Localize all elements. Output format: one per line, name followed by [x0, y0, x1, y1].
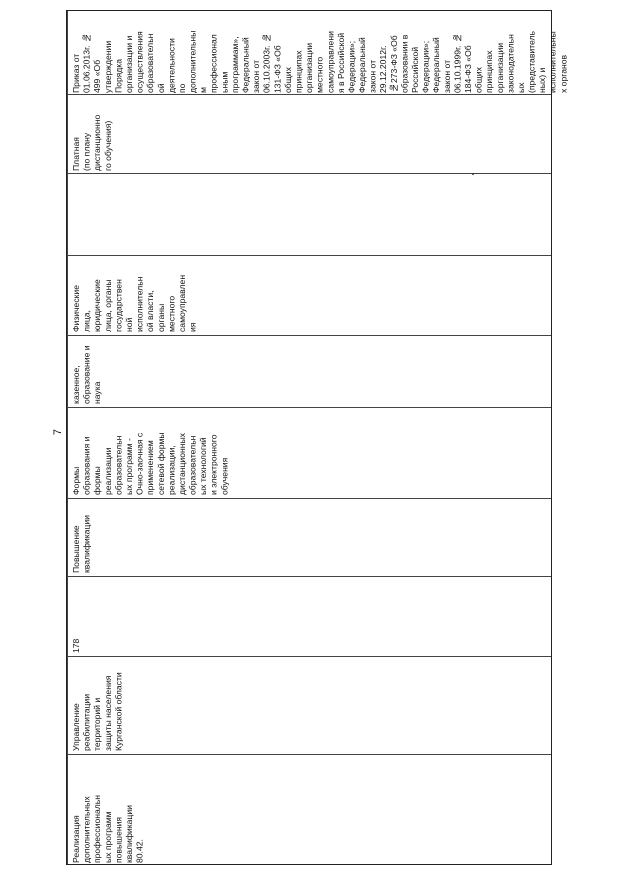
page-number: 7: [52, 428, 64, 436]
column-divider: [67, 173, 551, 174]
cell-consumers: Физические лица, юридические лица, органы государствен ной исполнительн ой власти, органы местного самоуправлен ия: [71, 274, 198, 332]
cell-type: казенное, образование и наука: [71, 345, 103, 404]
cell-institution: Управление реабилитации территорий и защиты населения Курганской области: [71, 672, 124, 751]
column-divider: [67, 754, 551, 755]
column-divider: [67, 407, 551, 408]
table-left-border: [67, 11, 68, 864]
cell-regulation: Приказ от 01.06.2013г. № 499 «Об утверждении Порядка организации и осуществления образовательн ой деятельности по дополнительны м профессионал ьным программам», Федеральный закон от 06.10.2003г. № 131-ФЗ «Об общих принципах организации местного самоуправлени я в Российской Федерации»; Федеральный закон от 29.12.2012г. №273-ФЗ «Об образовании в Российской Федерации»; Федеральный закон от 06.10.1999г. № 184-ФЗ «Об общих принципах организации законодательн ых (представитель ных) и исполнительны х органов: [71, 30, 569, 93]
cell-code: 178: [71, 638, 81, 653]
data-table: [66, 10, 569, 865]
column-divider: [67, 656, 551, 657]
column-divider: [67, 335, 551, 336]
column-divider: [67, 255, 551, 256]
cell-payment: Платная (по плану дистанционно го обучения): [71, 114, 113, 171]
column-divider: [67, 498, 551, 499]
cell-empty: [71, 176, 549, 252]
stray-dot: [472, 173, 474, 175]
column-divider: [67, 94, 551, 95]
cell-service: Повышение квалификации: [71, 515, 92, 573]
cell-forms: Формы образования и формы реализации образовательн ых программ - Очно-заочная с применением сетевой формы реализации, дистанционных образовательн ых технологий и электронного обучения: [71, 432, 230, 495]
column-divider: [67, 576, 551, 577]
cell-activity: Реализация дополнительных профессиональн ых программ повышения квалификации 80.42.: [71, 795, 145, 863]
